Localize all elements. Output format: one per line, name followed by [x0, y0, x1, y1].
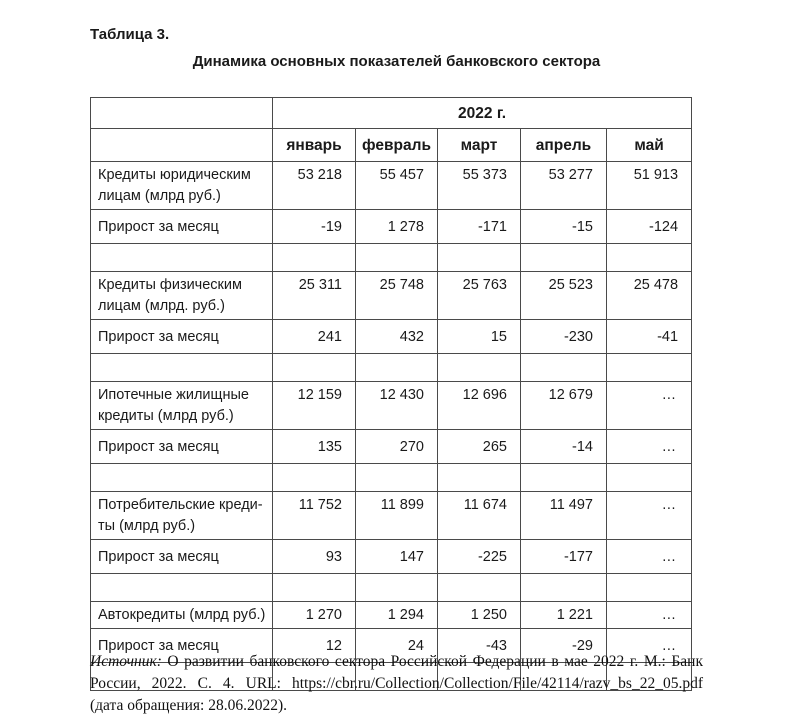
- value-cell: 11 752: [273, 492, 356, 540]
- growth-value-cell: -230: [521, 320, 607, 354]
- spacer-cell: [438, 574, 521, 602]
- months-header-row: [91, 129, 692, 162]
- value-cell: 51 913: [607, 162, 692, 210]
- growth-value-cell: 432: [356, 320, 438, 354]
- growth-value-cell: -171: [438, 210, 521, 244]
- growth-value-cell: 270: [356, 430, 438, 464]
- value-cell: 11 899: [356, 492, 438, 540]
- indicator-label: Автокредиты (млрд руб.): [91, 602, 273, 629]
- value-cell: 1 294: [356, 602, 438, 629]
- growth-value-cell: -19: [273, 210, 356, 244]
- table-title: Динамика основных показателей банковского сектора: [192, 53, 601, 70]
- month-header-january: январь: [273, 129, 356, 162]
- spacer-cell: [607, 244, 692, 272]
- growth-value-cell: -124: [607, 210, 692, 244]
- growth-label: Прирост за месяц: [91, 430, 273, 464]
- spacer-cell: [438, 244, 521, 272]
- value-cell: 1 270: [273, 602, 356, 629]
- spacer-row: [91, 354, 692, 382]
- spacer-cell: [438, 464, 521, 492]
- value-cell: 1 221: [521, 602, 607, 629]
- indicator-row: [91, 602, 692, 629]
- spacer-cell: [273, 354, 356, 382]
- growth-value-cell: -43: [438, 629, 521, 663]
- growth-value-cell: -177: [521, 540, 607, 574]
- value-cell: …: [607, 382, 692, 430]
- value-cell: 53 277: [521, 162, 607, 210]
- spacer-cell: [607, 464, 692, 492]
- spacer-cell: [521, 244, 607, 272]
- month-header-february: февраль: [356, 129, 438, 162]
- value-cell: 11 674: [438, 492, 521, 540]
- growth-row: [91, 430, 692, 464]
- growth-value-cell: 12: [273, 629, 356, 663]
- indicators-table: [90, 97, 692, 691]
- indicator-label: Кредиты физическим лицам (млрд. руб.): [91, 272, 273, 320]
- growth-value-cell: -29: [521, 629, 607, 663]
- growth-value-cell: 15: [438, 320, 521, 354]
- growth-row: [91, 210, 692, 244]
- table-number-label: Таблица 3.: [90, 26, 170, 43]
- growth-row: [91, 540, 692, 574]
- indicator-row: [91, 162, 692, 210]
- indicator-row: [91, 272, 692, 320]
- growth-label: Прирост за месяц: [91, 210, 273, 244]
- growth-value-cell: 147: [356, 540, 438, 574]
- indicator-label: Кредиты юридическим лицам (млрд руб.): [91, 162, 273, 210]
- table-body: [91, 162, 692, 691]
- spacer-cell: [356, 354, 438, 382]
- growth-value-cell: -41: [607, 320, 692, 354]
- growth-value-cell: …: [607, 430, 692, 464]
- year-header-cell: 2022 г.: [273, 98, 692, 129]
- spacer-cell: [273, 244, 356, 272]
- spacer-cell: [607, 574, 692, 602]
- growth-label: Прирост за месяц: [91, 540, 273, 574]
- year-header-row: [91, 98, 692, 129]
- value-cell: 12 696: [438, 382, 521, 430]
- value-cell: 53 218: [273, 162, 356, 210]
- growth-value-cell: 93: [273, 540, 356, 574]
- spacer-row: [91, 244, 692, 272]
- month-header-april: апрель: [521, 129, 607, 162]
- growth-value-cell: …: [607, 629, 692, 663]
- month-header-may: май: [607, 129, 692, 162]
- growth-value-cell: -15: [521, 210, 607, 244]
- spacer-cell: [521, 574, 607, 602]
- month-header-march: март: [438, 129, 521, 162]
- spacer-cell: [273, 574, 356, 602]
- spacer-cell: [521, 464, 607, 492]
- value-cell: …: [607, 602, 692, 629]
- growth-value-cell: -225: [438, 540, 521, 574]
- value-cell: 25 748: [356, 272, 438, 320]
- value-cell: 12 679: [521, 382, 607, 430]
- growth-value-cell: 24: [356, 629, 438, 663]
- growth-value-cell: 135: [273, 430, 356, 464]
- indicator-row: [91, 382, 692, 430]
- source-label: Источник:: [90, 652, 162, 670]
- value-cell: 25 763: [438, 272, 521, 320]
- spacer-row: [91, 464, 692, 492]
- value-cell: …: [607, 492, 692, 540]
- value-cell: 25 478: [607, 272, 692, 320]
- value-cell: 55 373: [438, 162, 521, 210]
- source-note: [90, 651, 703, 717]
- growth-row: [91, 320, 692, 354]
- corner-cell: [91, 129, 273, 162]
- spacer-cell: [607, 354, 692, 382]
- value-cell: 25 311: [273, 272, 356, 320]
- growth-value-cell: 241: [273, 320, 356, 354]
- spacer-cell: [438, 354, 521, 382]
- growth-label: Прирост за месяц: [91, 320, 273, 354]
- value-cell: 1 250: [438, 602, 521, 629]
- value-cell: 25 523: [521, 272, 607, 320]
- spacer-row: [91, 574, 692, 602]
- growth-value-cell: 265: [438, 430, 521, 464]
- spacer-cell: [273, 464, 356, 492]
- source-text: О развитии банковского сектора Российской Федерации в мае 2022 г. М.: Банк России, 2022. С. 4. URL: https://cbr.ru/Collection/Collection/File/42114/razv_bs_22_05.pdf (дата обращения: 28.06.2022).: [90, 652, 703, 714]
- spacer-cell: [91, 574, 273, 602]
- spacer-cell: [356, 574, 438, 602]
- indicator-label: Ипотечные жилищные кредиты (млрд руб.): [91, 382, 273, 430]
- spacer-cell: [356, 464, 438, 492]
- value-cell: 55 457: [356, 162, 438, 210]
- spacer-cell: [91, 244, 273, 272]
- growth-value-cell: …: [607, 540, 692, 574]
- spacer-cell: [521, 354, 607, 382]
- spacer-cell: [91, 464, 273, 492]
- value-cell: 12 159: [273, 382, 356, 430]
- growth-value-cell: 1 278: [356, 210, 438, 244]
- value-cell: 12 430: [356, 382, 438, 430]
- corner-cell: [91, 98, 273, 129]
- indicator-label: Потребительские кредиты (млрд руб.): [91, 492, 273, 540]
- indicator-row: [91, 492, 692, 540]
- spacer-cell: [91, 354, 273, 382]
- growth-label: Прирост за месяц: [91, 629, 273, 663]
- spacer-cell: [356, 244, 438, 272]
- table-header: [91, 98, 692, 162]
- value-cell: 11 497: [521, 492, 607, 540]
- growth-value-cell: -14: [521, 430, 607, 464]
